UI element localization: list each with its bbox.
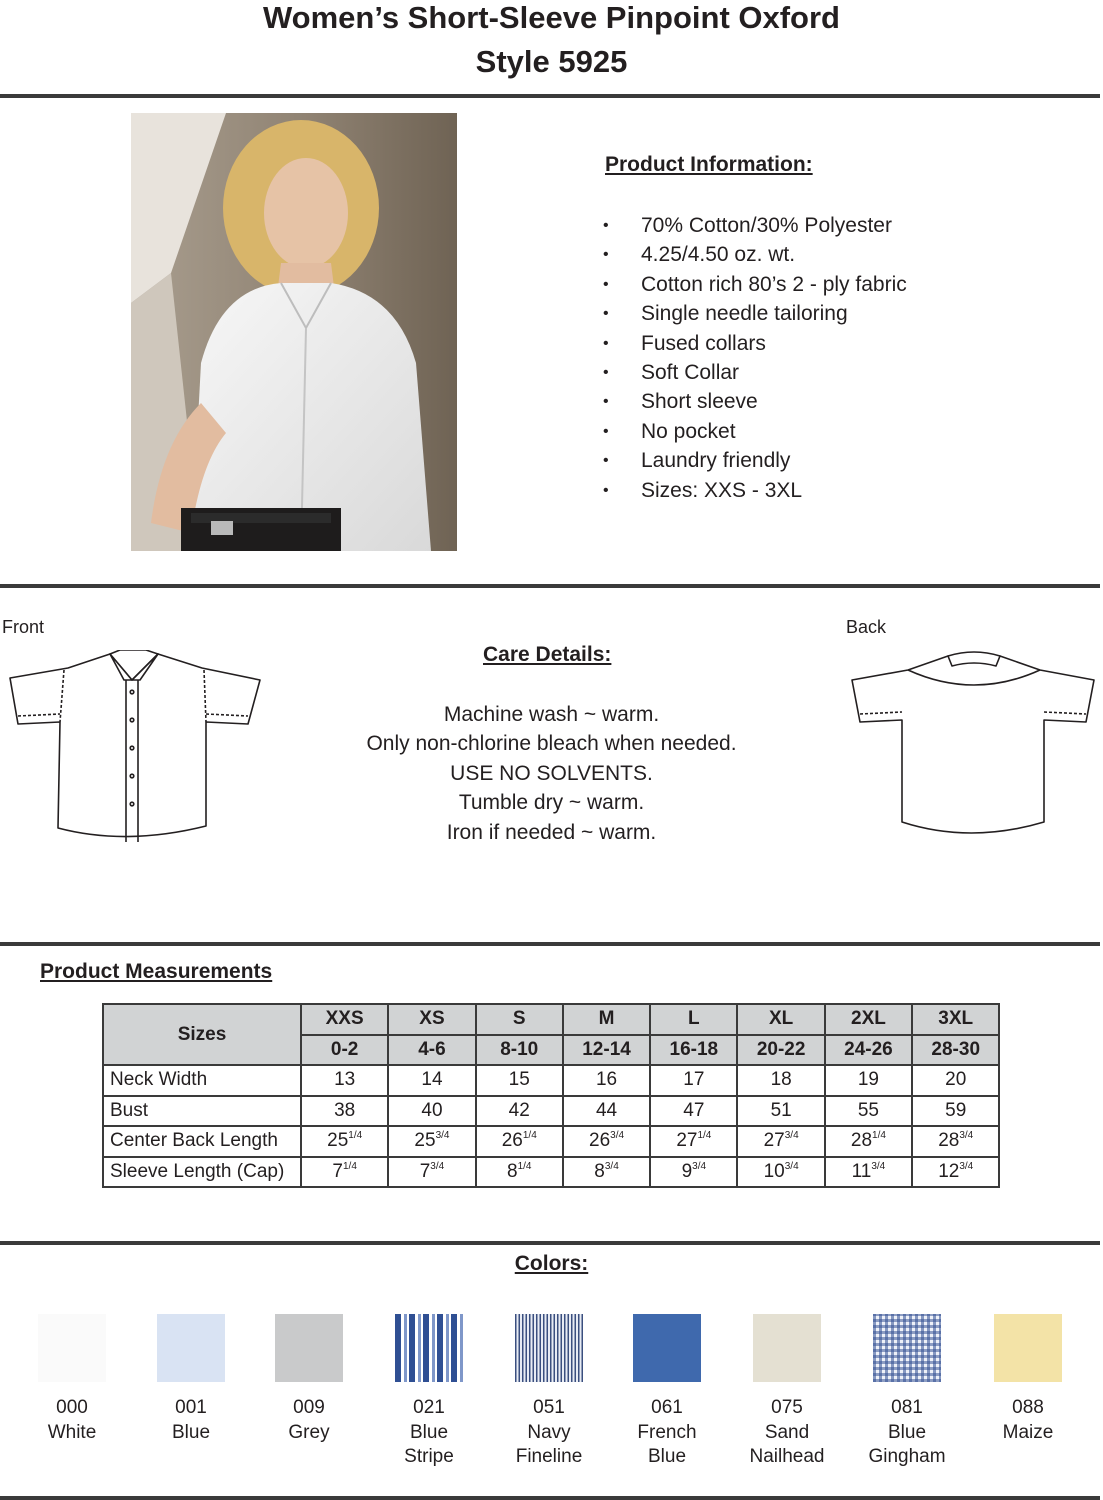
color-code: 051 <box>533 1397 565 1418</box>
measurement-value <box>912 1126 999 1157</box>
measurement-whole: 51 <box>770 1099 792 1121</box>
measurement-row <box>103 1126 999 1157</box>
measurement-fraction: 1/4 <box>697 1130 712 1142</box>
size-letter-cell: M <box>563 1004 650 1035</box>
color-swatch <box>275 1314 343 1382</box>
divider <box>0 1241 1100 1245</box>
measurement-whole: 14 <box>421 1069 443 1091</box>
measurement-whole: 26 <box>589 1130 611 1152</box>
color-label <box>847 1396 967 1470</box>
color-name: French <box>637 1421 697 1443</box>
measurement-value <box>476 1096 563 1127</box>
color-name: Maize <box>1002 1421 1054 1443</box>
measurement-fraction: 1/4 <box>342 1160 357 1172</box>
measurement-label: Neck Width <box>103 1065 301 1096</box>
color-swatch <box>515 1314 583 1382</box>
measurement-value <box>825 1096 912 1127</box>
measurement-label: Bust <box>103 1096 301 1127</box>
measurement-whole: 59 <box>945 1099 967 1121</box>
care-details-heading: Care Details: <box>483 643 612 666</box>
measurement-label: Sleeve Length (Cap) <box>103 1157 301 1188</box>
color-code: 088 <box>1012 1397 1044 1418</box>
color-code: 081 <box>891 1397 923 1418</box>
size-numeric-cell: 28-30 <box>912 1035 999 1066</box>
measurement-whole: 15 <box>508 1069 530 1091</box>
bullet-icon: • <box>603 334 609 352</box>
measurement-fraction: 3/4 <box>692 1160 707 1172</box>
measurement-value <box>737 1065 824 1096</box>
size-numeric-cell: 16-18 <box>650 1035 737 1066</box>
measurement-value <box>912 1065 999 1096</box>
measurement-fraction: 3/4 <box>959 1160 974 1172</box>
measurement-value <box>737 1157 824 1188</box>
bullet-icon: • <box>603 364 609 382</box>
size-letter-cell: S <box>476 1004 563 1035</box>
measurement-whole: 27 <box>676 1130 698 1152</box>
measurements-heading: Product Measurements <box>40 960 273 983</box>
bullet-icon: • <box>603 305 609 323</box>
product-info-text: Sizes: XXS - 3XL <box>641 478 803 502</box>
product-info-item <box>603 211 907 240</box>
sizes-header-cell: Sizes <box>103 1004 301 1065</box>
measurement-fraction: 3/4 <box>784 1160 799 1172</box>
size-numeric-cell: 20-22 <box>737 1035 824 1066</box>
measurement-whole: 20 <box>945 1069 967 1091</box>
size-numeric-cell: 4-6 <box>388 1035 475 1066</box>
measurement-fraction: 1/4 <box>348 1130 363 1142</box>
color-swatch <box>395 1314 463 1382</box>
color-label <box>968 1396 1088 1445</box>
color-label <box>369 1396 489 1470</box>
measurement-whole: 16 <box>595 1069 618 1091</box>
measurement-value <box>825 1157 912 1188</box>
product-info-text: No pocket <box>641 419 736 443</box>
color-name: Nailhead <box>749 1446 825 1467</box>
measurement-value <box>301 1096 388 1127</box>
measurement-row <box>103 1096 999 1127</box>
color-swatch <box>753 1314 821 1382</box>
bullet-icon: • <box>603 393 609 411</box>
bullet-icon: • <box>603 481 609 499</box>
size-letter-cell: L <box>650 1004 737 1035</box>
measurement-value <box>563 1096 650 1127</box>
measurement-whole: 10 <box>763 1160 785 1182</box>
color-name: Gingham <box>868 1446 946 1467</box>
measurement-value <box>388 1096 475 1127</box>
measurement-value <box>825 1065 912 1096</box>
colors-heading: Colors: <box>514 1252 589 1275</box>
product-info-text: Laundry friendly <box>641 449 791 473</box>
measurement-whole: 13 <box>334 1069 356 1091</box>
care-line: Iron if needed ~ warm. <box>446 820 657 844</box>
front-view-label: Front <box>2 617 45 637</box>
color-code: 021 <box>413 1397 445 1418</box>
color-name: Blue <box>171 1421 211 1443</box>
color-code: 075 <box>771 1397 803 1418</box>
color-name: Navy <box>527 1421 571 1443</box>
product-info-item <box>603 240 907 269</box>
size-numeric-cell: 0-2 <box>301 1035 388 1066</box>
measurement-whole: 7 <box>332 1160 343 1182</box>
care-instructions <box>330 700 773 847</box>
color-code: 009 <box>293 1397 325 1418</box>
measurement-whole: 17 <box>683 1069 705 1091</box>
color-code: 061 <box>651 1397 683 1418</box>
product-info-item <box>603 299 907 328</box>
measurement-whole: 55 <box>857 1099 879 1121</box>
product-info-text: Cotton rich 80’s 2 - ply fabric <box>641 272 907 296</box>
care-line: Tumble dry ~ warm. <box>458 791 645 815</box>
measurement-whole: 28 <box>850 1130 873 1152</box>
measurement-fraction: 3/4 <box>430 1160 445 1172</box>
measurement-value <box>650 1096 737 1127</box>
color-name: Sand <box>764 1421 810 1443</box>
measurement-value <box>476 1065 563 1096</box>
color-name: Grey <box>288 1421 330 1443</box>
measurement-value <box>476 1157 563 1188</box>
product-info-item <box>603 476 907 505</box>
divider <box>0 1496 1100 1500</box>
measurement-value <box>650 1065 737 1096</box>
product-info-list <box>603 211 907 505</box>
measurement-fraction: 3/4 <box>959 1130 974 1142</box>
measurement-whole: 27 <box>763 1130 785 1152</box>
size-numeric-cell: 8-10 <box>476 1035 563 1066</box>
back-shirt-sketch <box>850 650 1098 840</box>
color-swatch <box>633 1314 701 1382</box>
color-swatch <box>157 1314 225 1382</box>
measurement-whole: 25 <box>414 1130 436 1152</box>
bullet-icon: • <box>603 246 609 264</box>
product-info-item <box>603 270 907 299</box>
measurement-fraction: 1/4 <box>522 1130 537 1142</box>
color-swatch <box>994 1314 1062 1382</box>
product-info-text: 70% Cotton/30% Polyester <box>641 214 892 237</box>
back-view-label: Back <box>846 617 887 637</box>
measurements-table <box>102 1003 1000 1188</box>
measurement-whole: 7 <box>419 1160 431 1182</box>
measurement-value <box>563 1065 650 1096</box>
color-label <box>489 1396 609 1470</box>
measurement-whole: 12 <box>938 1160 960 1182</box>
product-info-heading: Product Information: <box>605 153 813 176</box>
bullet-icon: • <box>603 217 609 234</box>
bullet-icon: • <box>603 422 609 440</box>
color-label <box>12 1396 132 1445</box>
divider <box>0 942 1100 946</box>
color-name: White <box>47 1421 97 1443</box>
divider <box>0 584 1100 588</box>
measurement-value <box>650 1157 737 1188</box>
size-letter-cell: 2XL <box>825 1004 912 1035</box>
measurement-whole: 18 <box>770 1069 792 1091</box>
product-info-item <box>603 358 907 387</box>
size-header-row <box>103 1004 999 1035</box>
color-name: Blue <box>647 1446 687 1467</box>
measurement-row <box>103 1157 999 1188</box>
care-line: Only non-chlorine bleach when needed. <box>366 732 737 756</box>
color-code: 001 <box>175 1397 207 1418</box>
product-info-item <box>603 329 907 358</box>
color-label <box>727 1396 847 1470</box>
size-letter-cell: XXS <box>301 1004 388 1035</box>
measurement-value <box>737 1126 824 1157</box>
measurement-fraction: 3/4 <box>871 1160 886 1172</box>
color-name: Blue <box>409 1421 449 1443</box>
measurement-label: Center Back Length <box>103 1126 301 1157</box>
measurement-fraction: 3/4 <box>435 1130 450 1142</box>
product-info-item <box>603 387 907 416</box>
product-info-text: 4.25/4.50 oz. wt. <box>641 243 796 267</box>
measurement-value <box>301 1157 388 1188</box>
product-info-text: Short sleeve <box>641 390 758 414</box>
measurement-whole: 38 <box>334 1099 356 1121</box>
measurement-whole: 42 <box>508 1099 530 1121</box>
care-line: Machine wash ~ warm. <box>443 703 660 726</box>
color-name: Stripe <box>404 1446 454 1467</box>
measurement-fraction: 1/4 <box>872 1130 886 1142</box>
color-label <box>607 1396 727 1470</box>
measurement-whole: 47 <box>683 1099 705 1121</box>
size-letter-cell: 3XL <box>912 1004 999 1035</box>
color-label <box>249 1396 369 1445</box>
front-shirt-sketch <box>6 650 264 846</box>
size-letter-cell: XL <box>737 1004 824 1035</box>
measurement-value <box>737 1096 824 1127</box>
measurement-whole: 28 <box>938 1130 960 1152</box>
measurement-value <box>388 1126 475 1157</box>
measurement-value <box>912 1157 999 1188</box>
measurement-whole: 25 <box>327 1130 349 1152</box>
measurement-value <box>912 1096 999 1127</box>
measurement-whole: 26 <box>501 1130 523 1152</box>
measurement-whole: 19 <box>857 1069 879 1091</box>
measurement-value <box>301 1065 388 1096</box>
measurement-fraction: 3/4 <box>604 1160 619 1172</box>
color-swatch <box>38 1314 106 1382</box>
measurement-whole: 9 <box>681 1160 693 1182</box>
measurement-whole: 11 <box>851 1160 872 1182</box>
size-letter-cell: XS <box>388 1004 475 1035</box>
measurement-whole: 40 <box>421 1099 443 1121</box>
measurement-value <box>825 1126 912 1157</box>
measurement-row <box>103 1065 999 1096</box>
size-numeric-cell: 12-14 <box>563 1035 650 1066</box>
measurement-fraction: 3/4 <box>784 1130 799 1142</box>
color-swatch <box>873 1314 941 1382</box>
bullet-icon: • <box>603 452 609 470</box>
color-label <box>131 1396 251 1445</box>
product-info-item <box>603 446 907 475</box>
measurement-value <box>563 1157 650 1188</box>
product-info-text: Single needle tailoring <box>641 302 848 326</box>
care-line: USE NO SOLVENTS. <box>450 761 653 785</box>
measurement-fraction: 3/4 <box>610 1130 625 1142</box>
measurement-whole: 44 <box>595 1099 618 1121</box>
bullet-icon: • <box>603 275 609 293</box>
color-code: 000 <box>56 1397 88 1418</box>
model-photo <box>131 113 457 551</box>
measurement-value <box>388 1065 475 1096</box>
style-number: Style 5925 <box>475 44 628 79</box>
measurement-fraction: 1/4 <box>517 1160 532 1172</box>
measurement-value <box>301 1126 388 1157</box>
measurement-whole: 8 <box>594 1160 605 1182</box>
divider <box>0 94 1100 98</box>
color-name: Blue <box>887 1421 927 1443</box>
measurement-value <box>476 1126 563 1157</box>
page-title: Women’s Short-Sleeve Pinpoint Oxford <box>262 0 840 35</box>
product-info-text: Soft Collar <box>641 361 740 385</box>
product-info-text: Fused collars <box>641 331 766 355</box>
measurement-value <box>563 1126 650 1157</box>
size-numeric-cell: 24-26 <box>825 1035 912 1066</box>
color-name: Fineline <box>515 1446 583 1467</box>
product-info-item <box>603 417 907 446</box>
measurement-whole: 8 <box>507 1160 518 1182</box>
measurement-value <box>650 1126 737 1157</box>
measurement-value <box>388 1157 475 1188</box>
